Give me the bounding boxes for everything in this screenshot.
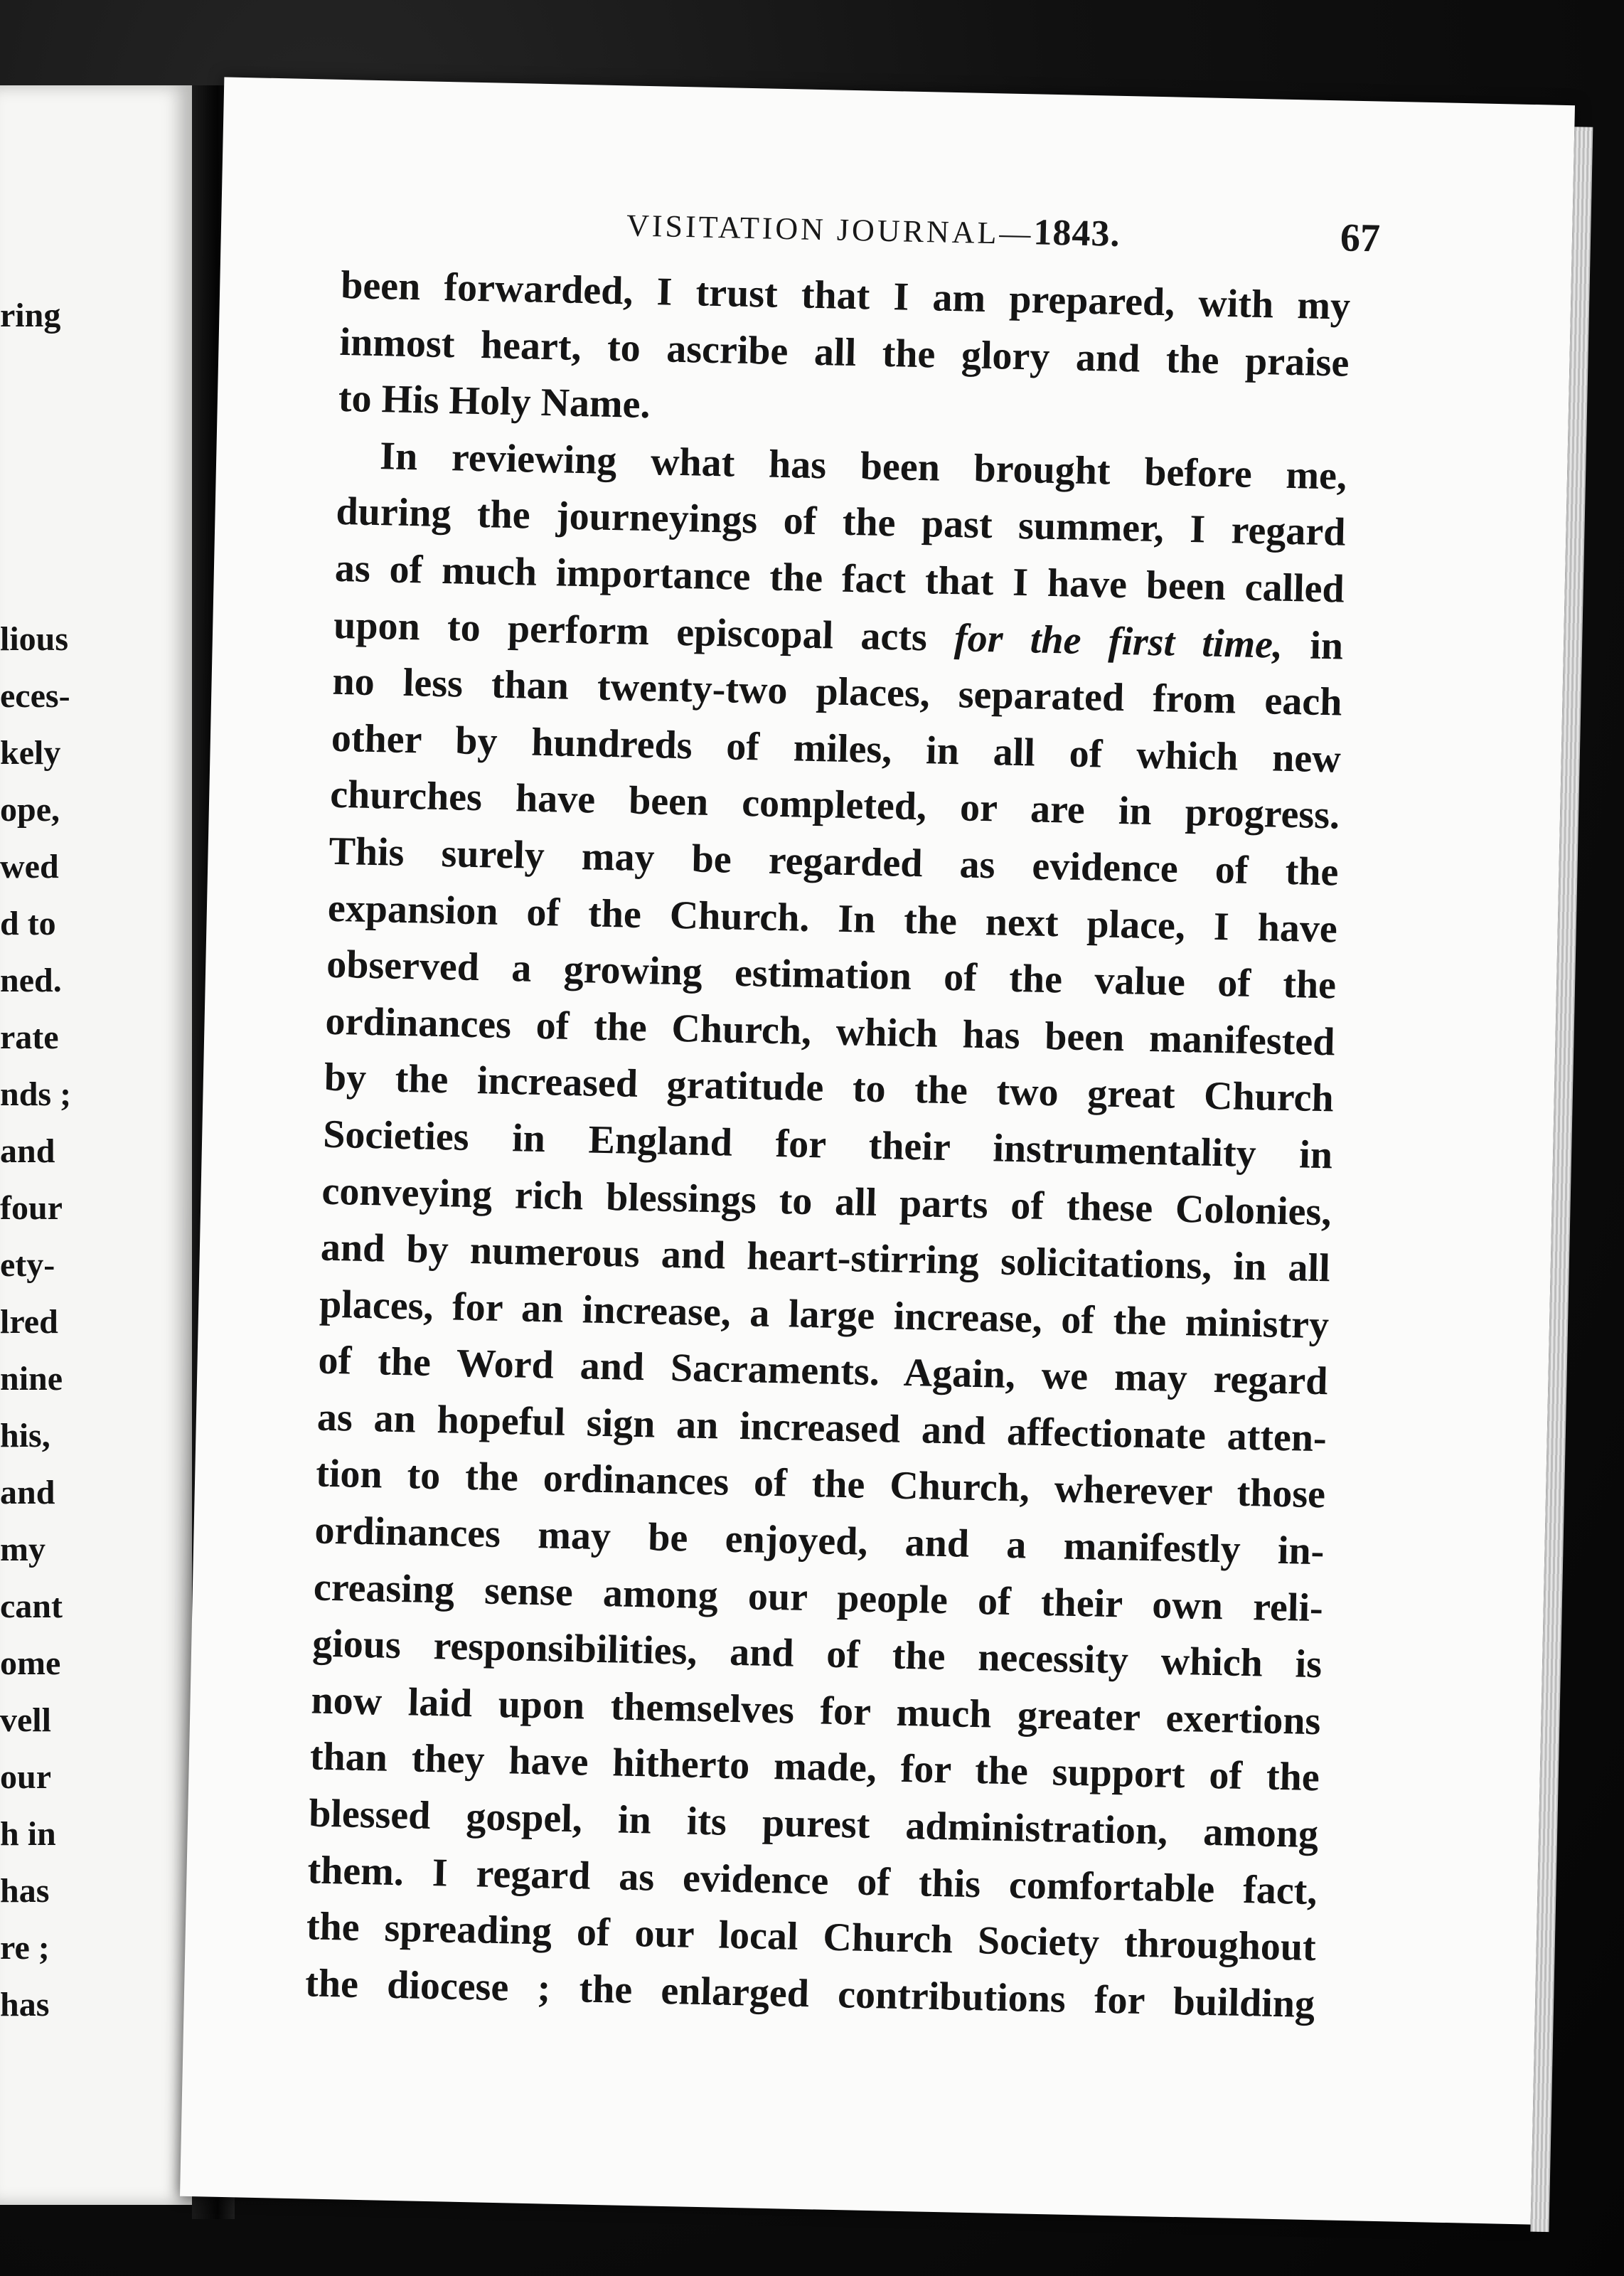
text-line: the spreading of our local Church Society throughout <box>306 1904 1317 1970</box>
left-page-fragment: nine <box>0 1360 63 1398</box>
text-line: churches have been completed, or are in progress. <box>329 772 1340 838</box>
left-page-fragment: ety- <box>0 1246 55 1284</box>
running-head-year: 1843. <box>1032 212 1121 255</box>
left-page-fragment: ome <box>0 1644 61 1682</box>
text-line: In reviewing what has been brought before me, <box>379 433 1347 499</box>
text-line: places, for an increase, a large increase, of the ministry <box>319 1282 1330 1348</box>
text-line: inmost heart, to ascribe all the glory and the praise <box>339 319 1350 385</box>
right-page <box>180 77 1575 2224</box>
text-line: been forwarded, I trust that I am prepared, with my <box>340 262 1351 329</box>
text-line: them. I regard as evidence of this comfortable fact, <box>307 1848 1318 1913</box>
text-line: now laid upon themselves for much greater exertions <box>311 1678 1321 1744</box>
left-page-fragment: cant <box>0 1588 63 1625</box>
left-page-fragment: nds ; <box>0 1075 72 1113</box>
page-number: 67 <box>1340 216 1381 261</box>
running-head-title <box>626 203 1121 255</box>
text-line: other by hundreds of miles, in all of which new <box>331 716 1342 782</box>
left-page-fragment: our <box>0 1758 51 1796</box>
text-line: of the Word and Sacraments. Again, we may regard <box>318 1338 1328 1404</box>
text-line: as an hopeful sign an increased and affectionate atten- <box>316 1395 1327 1461</box>
text-line: Societies in England for their instrumentality in <box>322 1112 1333 1178</box>
text-segment: upon to perform episcopal acts <box>333 602 928 659</box>
left-page-fragment: has <box>0 1872 50 1910</box>
text-line: to His Holy Name. <box>338 376 651 427</box>
text-segment: in <box>1309 623 1344 669</box>
text-line: no less than twenty-two places, separated from each <box>332 659 1342 725</box>
text-line: This surely may be regarded as evidence of the <box>328 829 1339 895</box>
left-page-fragment: h in <box>0 1815 56 1853</box>
left-page-fragment: lious <box>0 620 69 658</box>
left-page-fragment: lred <box>0 1303 58 1341</box>
text-line: as of much importance the fact that I have been called <box>334 546 1345 612</box>
left-page-fragment: ring <box>0 297 61 334</box>
left-page-fragment: my <box>0 1531 46 1568</box>
left-page-fragment: ope, <box>0 791 60 829</box>
left-page-fragment: four <box>0 1189 63 1227</box>
text-line: by the increased gratitude to the two great Church <box>324 1055 1335 1121</box>
left-page-fragment: and <box>0 1132 55 1170</box>
text-line: observed a growing estimation of the value of the <box>326 942 1337 1008</box>
text-line: ordinances of the Church, which has been manifested <box>325 999 1335 1065</box>
text-line: during the journeyings of the past summer, I regard <box>336 489 1346 555</box>
text-line: tion to the ordinances of the Church, wherever those <box>315 1452 1326 1517</box>
italic-phrase: for the first time, <box>953 615 1283 667</box>
text-line: blessed gospel, in its purest administration, among <box>308 1791 1319 1857</box>
left-page-fragment: ned. <box>0 962 62 999</box>
text-line: creasing sense among our people of their own reli- <box>313 1565 1324 1630</box>
body-text <box>304 257 1350 2033</box>
left-page-fragment: has <box>0 1986 50 2024</box>
left-page-fragment: and <box>0 1474 55 1511</box>
running-head-text: VISITATION JOURNAL— <box>626 208 1034 252</box>
left-facing-page <box>0 85 192 2205</box>
left-page-fragment: eces- <box>0 677 70 715</box>
left-page-fragment: wed <box>0 848 59 886</box>
text-line: conveying rich blessings to all parts of these Colonies, <box>321 1169 1332 1234</box>
left-page-fragment: kely <box>0 734 61 772</box>
text-line: gious responsibilities, and of the necessity which is <box>311 1621 1323 1687</box>
left-page-fragment: d to <box>0 905 56 942</box>
text-line: and by numerous and heart-stirring solicitations, in all <box>320 1225 1331 1291</box>
left-page-fragment: his, <box>0 1417 50 1455</box>
text-line: than they have hitherto made, for the support of the <box>309 1734 1320 1800</box>
text-line: the diocese ; the enlarged contributions for building <box>304 1961 1315 2026</box>
left-page-fragment: re ; <box>0 1929 50 1967</box>
text-line: expansion of the Church. In the next place, I have <box>327 886 1338 951</box>
text-line: ordinances may be enjoyed, and a manifestly in- <box>314 1508 1325 1574</box>
left-page-fragment: rate <box>0 1019 59 1056</box>
left-page-fragment: vell <box>0 1701 51 1739</box>
